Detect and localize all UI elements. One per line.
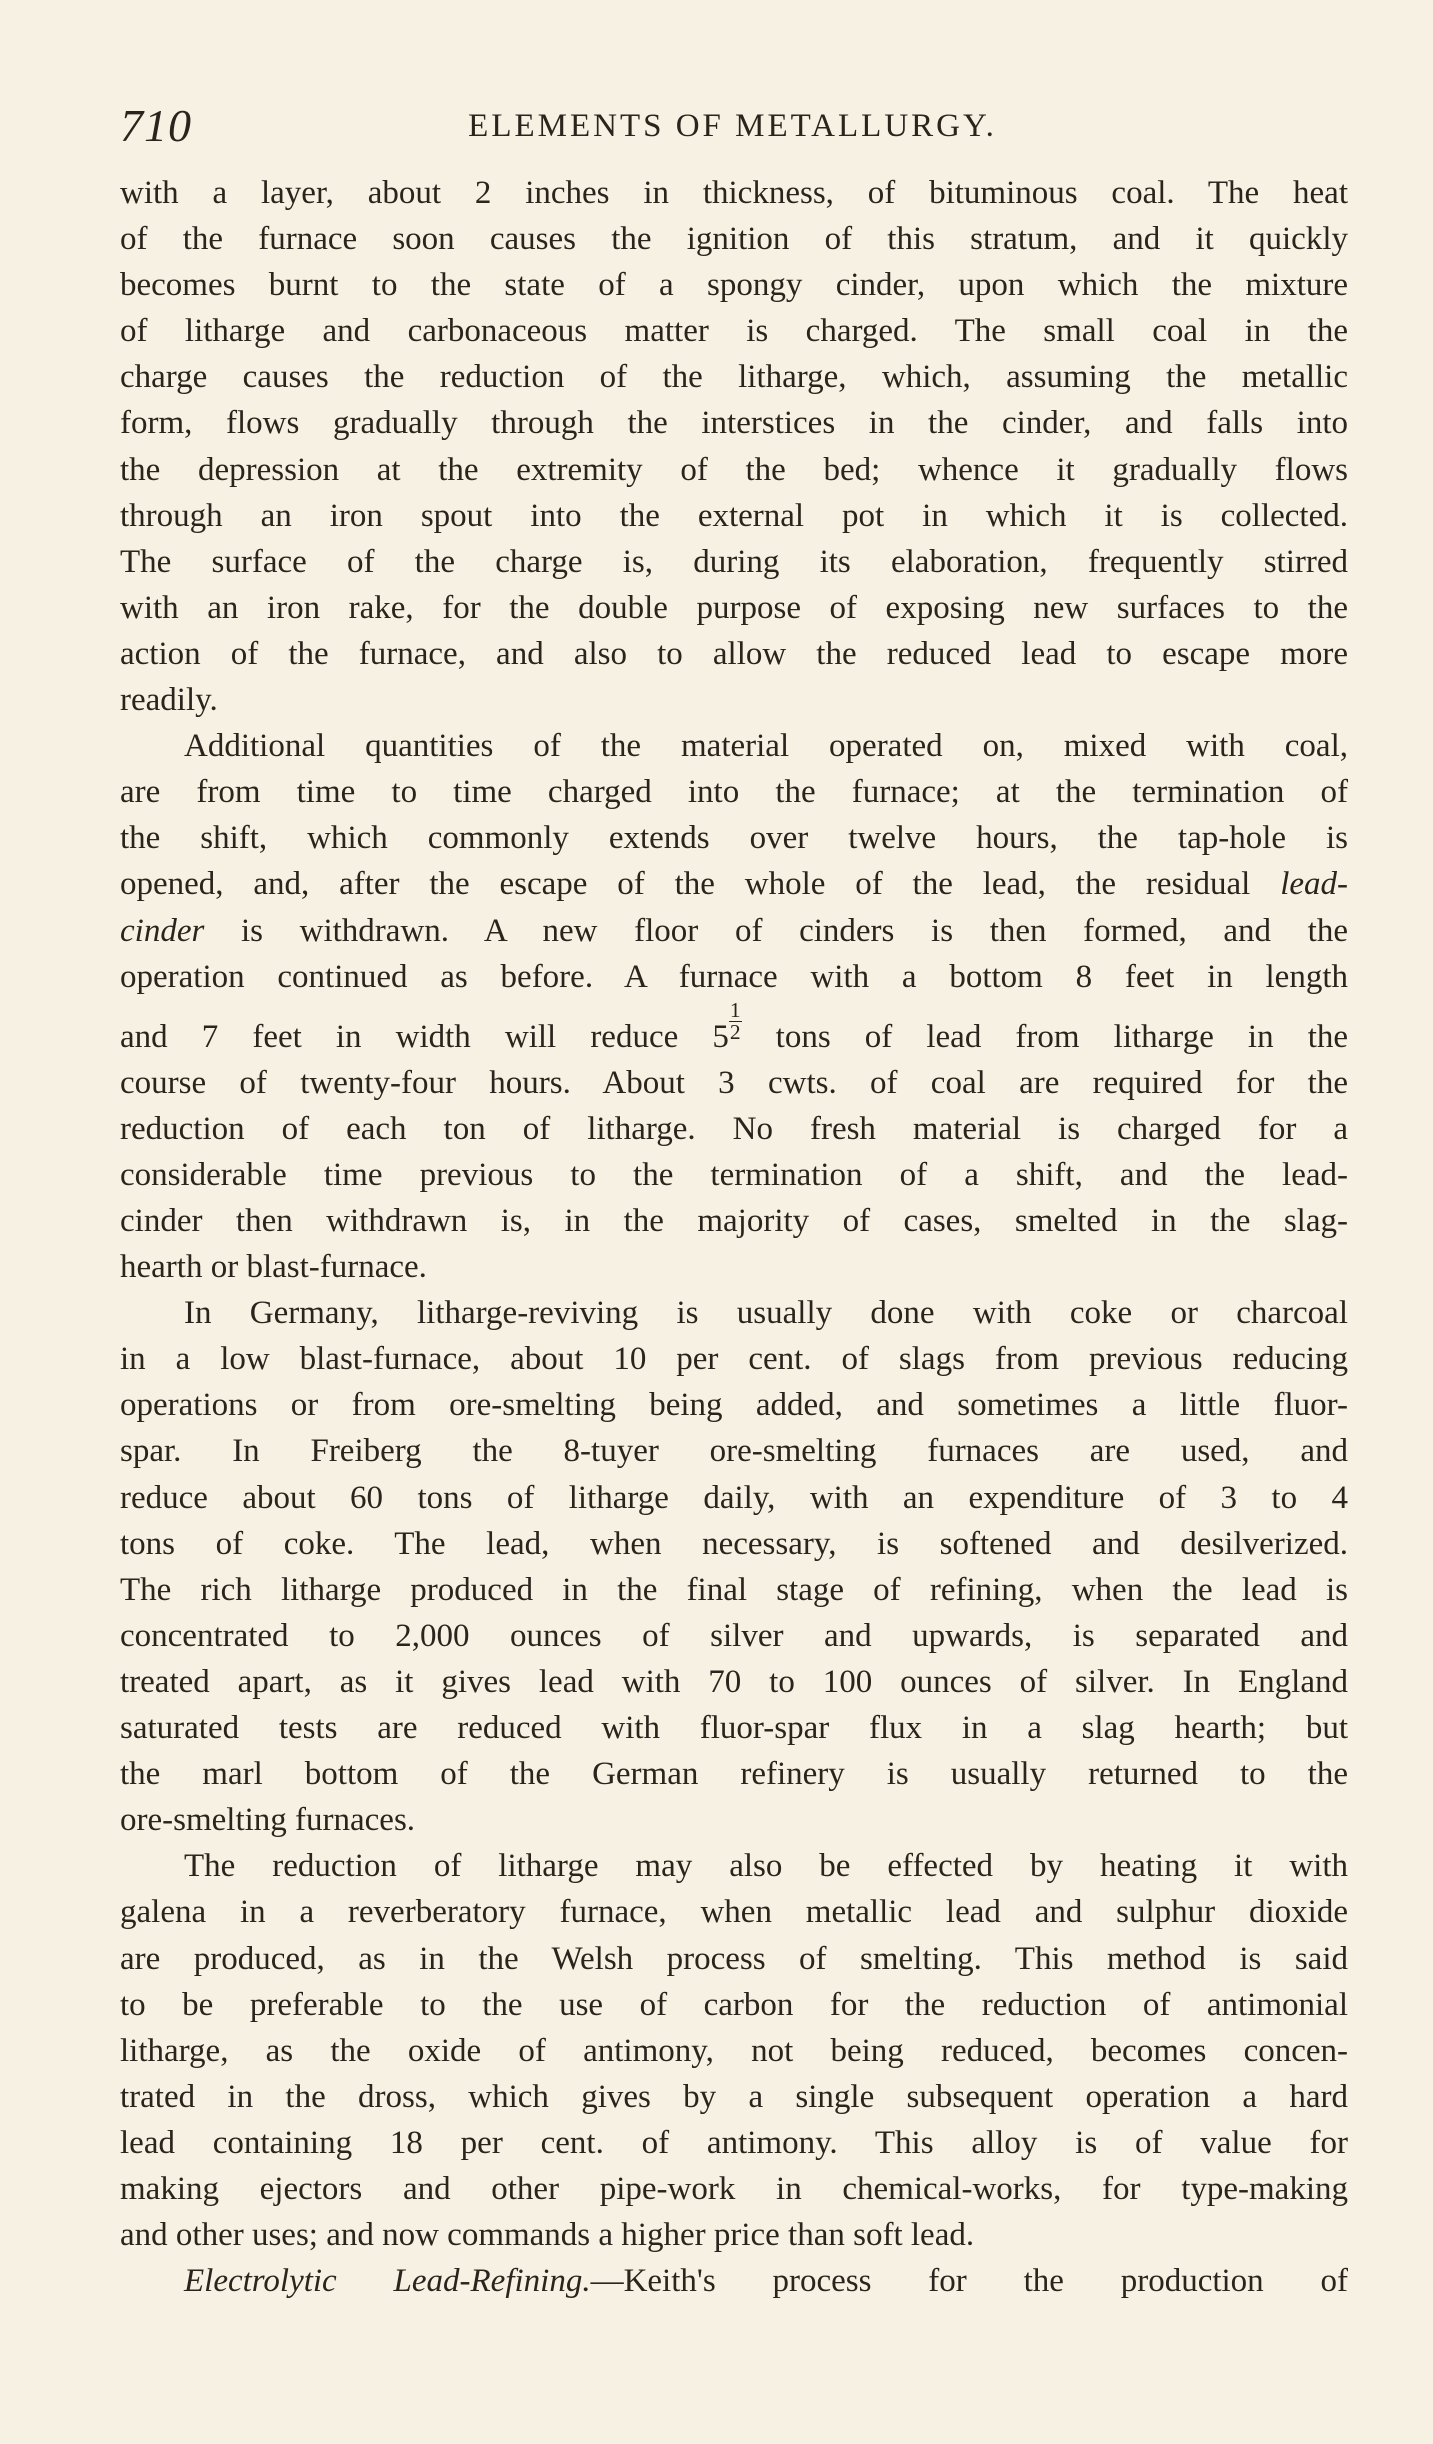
text-line-with-fraction <box>120 997 1349 1060</box>
text-run: Keith's process for the production of <box>623 2263 1348 2300</box>
text-line: In Germany, litharge-reviving is usually done with coke or charcoal <box>184 1295 1348 1332</box>
text-line: treated apart, as it gives lead with 70 to 100 ounces of silver. In England <box>120 1663 1348 1700</box>
text-line: charge causes the reduction of the litharge, which, assuming the metallic <box>120 359 1348 396</box>
text-line: Additional quantities of the material operated on, mixed with coal, <box>184 728 1348 765</box>
text-line: litharge, as the oxide of antimony, not being reduced, becomes concen- <box>120 2032 1348 2069</box>
text-line: hearth or blast-furnace. <box>120 1249 427 1286</box>
paragraph-2 <box>120 723 1348 1290</box>
paragraph-1 <box>120 170 1348 723</box>
text-line: considerable time previous to the termination of a shift, and the lead- <box>120 1156 1348 1193</box>
text-line: reduction of each ton of litharge. No fresh material is charged for a <box>120 1110 1348 1147</box>
text-line: operations or from ore-smelting being added, and sometimes a little fluor- <box>120 1387 1348 1424</box>
text-line: readily. <box>120 682 218 719</box>
page-number: 710 <box>120 100 192 151</box>
italic-term: cinder <box>120 912 205 949</box>
fraction-value: 5 $\frac{1}{2}$ <box>712 997 741 1055</box>
text-line: of litharge and carbonaceous matter is charged. The small coal in the <box>120 313 1348 350</box>
text-line: The surface of the charge is, during its elaboration, frequently stirred <box>120 543 1348 580</box>
text-line: and other uses; and now commands a higher price than soft lead. <box>120 2217 975 2254</box>
text-line: saturated tests are reduced with fluor-spar flux in a slag hearth; but <box>120 1710 1348 1747</box>
text-line: trated in the dross, which gives by a single subsequent operation a hard <box>120 2078 1348 2115</box>
text-line: The rich litharge produced in the final stage of refining, when the lead is <box>120 1571 1348 1608</box>
text-line: in a low blast-furnace, about 10 per cent. of slags from previous reducing <box>120 1341 1348 1378</box>
text-line: making ejectors and other pipe-work in chemical-works, for type-making <box>120 2170 1348 2207</box>
text-line: the shift, which commonly extends over twelve hours, the tap-hole is <box>120 820 1348 857</box>
text-run: is withdrawn. A new floor of cinders is then formed, and the <box>240 912 1349 949</box>
text-run: opened, and, after the escape of the whole of the lead, the residual <box>120 866 1251 903</box>
text-line: with an iron rake, for the double purpose of exposing new surfaces to the <box>120 589 1348 626</box>
text-line: the marl bottom of the German refinery is usually returned to the <box>120 1756 1348 1793</box>
text-line: action of the furnace, and also to allow the reduced lead to escape more <box>120 635 1348 672</box>
paragraph-4 <box>120 1843 1348 2258</box>
body-text <box>120 170 1348 2304</box>
running-head: ELEMENTS OF METALLURGY. <box>468 108 997 144</box>
text-line-with-heading <box>120 2258 1348 2304</box>
text-line: operation continued as before. A furnace with a bottom 8 feet in length <box>120 958 1348 995</box>
paragraph-3 <box>120 1290 1348 1843</box>
text-line: spar. In Freiberg the 8-tuyer ore-smelting furnaces are used, and <box>120 1433 1348 1470</box>
text-line: the depression at the extremity of the bed; whence it gradually flows <box>120 451 1348 488</box>
text-line: with a layer, about 2 inches in thickness, of bituminous coal. The heat <box>120 175 1348 211</box>
text-line: of the furnace soon causes the ignition of this stratum, and it quickly <box>120 221 1348 258</box>
text-line: becomes burnt to the state of a spongy cinder, upon which the mixture <box>120 267 1348 304</box>
text-line: are from time to time charged into the furnace; at the termination of <box>120 774 1348 811</box>
section-heading: Electrolytic Lead-Refining. <box>184 2263 591 2300</box>
text-line: lead containing 18 per cent. of antimony. This alloy is of value for <box>120 2124 1348 2161</box>
text-line: tons of coke. The lead, when necessary, is softened and desilverized. <box>120 1525 1348 1562</box>
text-line: to be preferable to the use of carbon for the reduction of antimonial <box>120 1986 1348 2023</box>
text-line: through an iron spout into the external pot in which it is collected. <box>120 497 1348 534</box>
text-line: galena in a reverberatory furnace, when metallic lead and sulphur dioxide <box>120 1894 1348 1931</box>
text-line: ore-smelting furnaces. <box>120 1802 416 1839</box>
text-line: form, flows gradually through the interstices in the cinder, and falls into <box>120 405 1348 442</box>
text-line-with-italic <box>120 861 1348 907</box>
text-line: concentrated to 2,000 ounces of silver and upwards, is separated and <box>120 1617 1348 1654</box>
text-run: and 7 feet in width will reduce <box>120 1018 679 1055</box>
text-line: The reduction of litharge may also be effected by heating it with <box>184 1848 1348 1885</box>
text-line: are produced, as in the Welsh process of smelting. This method is said <box>120 1940 1348 1977</box>
text-line-with-italic <box>120 908 1348 954</box>
text-line: cinder then withdrawn is, in the majority of cases, smelted in the slag- <box>120 1203 1348 1240</box>
text-line: course of twenty-four hours. About 3 cwts. of coal are required for the <box>120 1064 1348 1101</box>
page-header <box>120 96 1345 156</box>
em-dash: — <box>590 2263 624 2300</box>
italic-term: lead- <box>1280 866 1349 903</box>
text-line: reduce about 60 tons of litharge daily, with an expenditure of 3 to 4 <box>120 1479 1348 1516</box>
paragraph-5 <box>120 2258 1348 2304</box>
text-run: tons of lead from litharge in the <box>775 1018 1349 1055</box>
